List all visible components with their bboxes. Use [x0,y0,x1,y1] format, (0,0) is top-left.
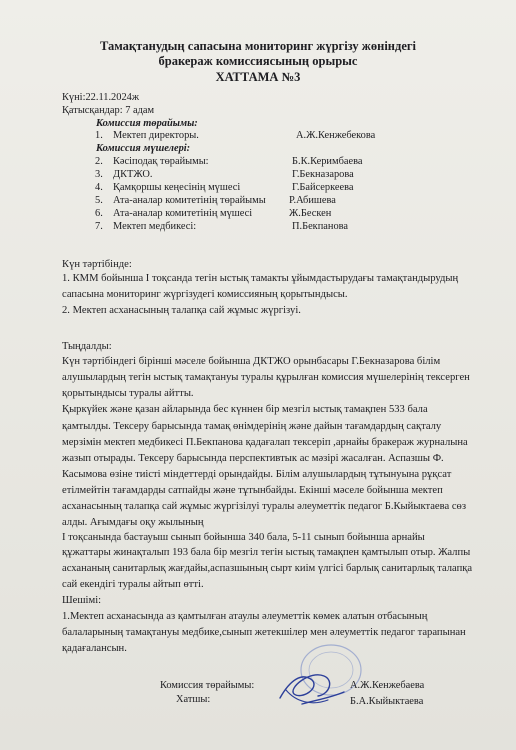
chair-name: А.Ж.Кенжебекова [296,130,376,141]
member-row [95,181,240,194]
body-line: Күн тәртібінде: [62,259,132,270]
member-name: Б.К.Керимбаева [292,156,363,167]
body-line: сапасына мониторинг жүргізудегі комиссияның қорытындысы. [62,289,348,300]
member-role: Ата-аналар комитетінің мүшесі [113,208,253,219]
member-num: 4. [95,182,103,193]
body-line: Қыркүйек және қазан айларында бес күннен бір мезгіл ыстық тамақпен 533 бала [62,404,428,415]
chair-row [95,129,199,142]
body-line: асхананың санитарлық жағдайы,аспазшының сырт киім үлгісі барлық санитарлық талапқа [62,563,473,574]
body-line: 2. Мектеп асханасының талапқа сай жұмыс жүргізуі. [62,305,301,316]
member-role: Мектеп медбикесі: [113,221,197,232]
member-num: 6. [95,208,103,219]
body-line: 1.Мектеп асханасында аз қамтылған атаулы әлеуметтік көмек алатын отбасының [62,611,428,622]
member-row [95,168,153,181]
body-line: Тыңдалды: [62,341,112,352]
chair-signature-label: Комиссия төрайымы: [160,680,255,691]
doc-title-line-3: ХАТТАМА №3 [215,70,301,84]
body-line: 1. КММ бойынша І тоқсанда тегін ыстық тамакты ұйымдастырудағы тамақтандырудың [62,273,459,284]
body-line: қамтылды. Тексеру барысында тамақ өнімдерінің және дайын тағамдардың сақталу [62,421,442,432]
member-role: ДКТЖО. [113,169,153,180]
doc-title-line-1: Тамақтанудың сапасына мониторинг жүргізу жөніндегі [99,39,417,53]
member-num: 7. [95,221,103,232]
handwritten-signature [272,660,352,715]
meeting-date: Күні:22.11.2024ж [62,92,140,103]
body-line: құжаттары жинақталып 193 бала бір мезгіл тегін ыстық тамақпен қамтылып отыр. Жалпы [62,547,471,558]
body-line: мерзімін мектеп медбикесі П.Бекпанова қадағалап тексеріп ,арнайы бракераж журналына [62,437,468,448]
member-role: Ата-аналар комитетінің төрайымы [113,195,266,206]
member-num: 3. [95,169,103,180]
body-line: балаларының тамақтануы медбике,сынып жетекшілер мен әлеуметтік педагог тарапынан [62,627,466,638]
body-line: І тоқсанында бастауыш сынып бойынша 340 бала, 5-11 сынып бойынша арнайы [62,532,425,543]
body-line: асханасының талапқа сай жұмыс жүргізілуі туралы әлеуметтік педагог Б.Кыйыктаева сөз [62,501,467,512]
doc-title-line-2: бракераж комиссиясының орырыс [158,54,358,68]
member-row [95,207,252,220]
member-row [95,220,196,233]
body-line: Касымова өзіне тиісті міндеттерді орындайды. Білім алушылардың тұтынуына рұқсат [62,469,452,480]
member-row [95,155,209,168]
secretary-signature-label: Хатшы: [176,694,211,705]
member-name: Р.Абишева [289,195,336,206]
body-line: Күн тәртібіндегі бірінші мәселе бойынша ДКТЖО орынбасары Г.Бекназарова білім [62,356,441,367]
member-name: Г.Бекназарова [292,169,354,180]
body-line: жазып отырады. Тексеру барысында перспективтык ас мәзірі жасалған. Аспазшы Ф. [62,453,444,464]
member-role: Кәсіподақ төрайымы: [113,156,209,167]
body-line: қадағалансын. [62,643,127,654]
body-line: қорытындысы туралы айтты. [62,388,194,399]
member-name: Ж.Бескен [289,208,332,219]
body-line: алды. Ағымдағы оқу жылының [62,517,204,528]
members-heading: Комиссия мүшелері: [96,143,191,154]
member-row [95,194,266,207]
body-line: Шешімі: [62,595,102,606]
chair-num: 1. [95,130,103,141]
body-line: сай екендігі туралы айтып өтті. [62,579,204,590]
body-line: алушылардың тегін ыстық тамақтануы туралы құрылған комиссия мүшелерінің тексерген [62,372,470,383]
chair-heading: Комиссия төрайымы: [96,118,198,129]
body-line: етілмейтін тағамдарды сатпайды және тұтынбайды. Екінші мәселе бойынша мектеп [62,485,443,496]
member-num: 2. [95,156,103,167]
attendance-count: Қатысқандар: 7 адам [62,105,155,116]
member-role: Қамқоршы кеңесінің мүшесі [113,182,241,193]
member-num: 5. [95,195,103,206]
member-name: Г.Байсеркеева [292,182,354,193]
secretary-signature-name: Б.А.Кыйыктаева [350,696,424,707]
member-name: П.Бекпанова [292,221,349,232]
chair-signature-name: А.Ж.Кенжебаева [350,680,425,691]
chair-role: Мектеп директоры. [113,130,199,141]
